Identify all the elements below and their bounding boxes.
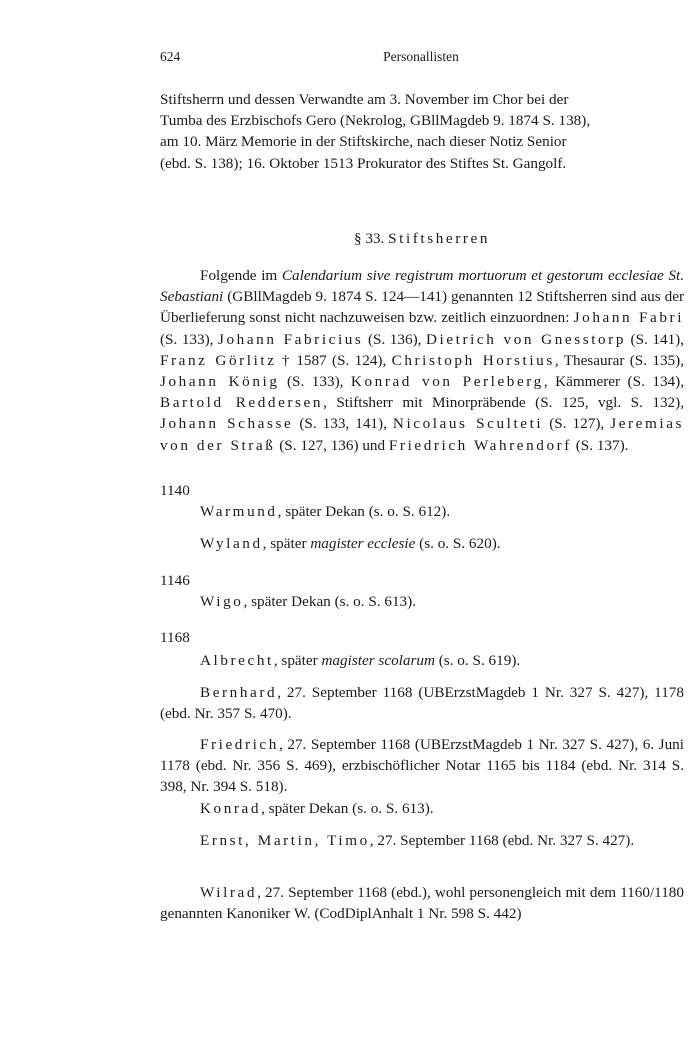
canon-entry bbox=[160, 734, 684, 798]
calendar-title: Calendarium sive registrum mortuorum et gestorum ecclesiae St. Sebastiani bbox=[160, 267, 684, 306]
intro-text: (S. 137). bbox=[571, 436, 629, 454]
entry-name: Ernst, Martin, Timo bbox=[200, 832, 370, 849]
intro-text: † 1587 (S. 124), bbox=[276, 351, 392, 369]
running-title: Personallisten bbox=[383, 49, 459, 64]
canon-name: Friedrich Wahrendorf bbox=[388, 436, 572, 454]
entry-text: , 27. September 1168 (UBErzstMagdeb 1 Nr. 327 S. 427), 1178 (ebd. Nr. 357 S. 470). bbox=[160, 684, 684, 723]
entry-name: Albrecht bbox=[200, 652, 274, 669]
entry-name: Konrad bbox=[200, 800, 262, 817]
intro-text: (S. 127), bbox=[543, 415, 611, 433]
entry-name: Wilrad bbox=[200, 884, 258, 901]
section-intro-paragraph bbox=[160, 265, 684, 456]
canon-name: Dietrich von Gnesstorp bbox=[425, 330, 627, 348]
entry-text: , 27. September 1168 (ebd. Nr. 327 S. 427). bbox=[369, 832, 635, 849]
entry-text: , später Dekan (s. o. S. 613). bbox=[261, 800, 434, 817]
running-header bbox=[160, 46, 682, 68]
section-heading bbox=[160, 228, 684, 249]
text-line: Stiftsherrn und dessen Verwandte am 3. November im Chor bei der bbox=[160, 91, 569, 108]
intro-text: , Kämmerer (S. 134), bbox=[543, 373, 684, 391]
canon-name: Johann Fabricius bbox=[218, 330, 364, 348]
canon-name: Johann Fabri bbox=[573, 309, 684, 327]
entry-text: , später bbox=[273, 652, 322, 669]
intro-text: (S. 127, 136) und bbox=[275, 436, 389, 454]
canon-entry bbox=[160, 650, 684, 671]
intro-text: (S. 133, 141), bbox=[293, 415, 393, 433]
canon-name: Jeremias von der Straß bbox=[160, 415, 685, 454]
canon-name: Bartold Reddersen bbox=[160, 394, 324, 412]
year-heading: 1168 bbox=[160, 629, 190, 646]
entry-title: magister ecclesie bbox=[310, 535, 416, 552]
text-line: Tumba des Erzbischofs Gero (Nekrolog, GBllMagdeb 9. 1874 S. 138), bbox=[160, 112, 591, 130]
intro-text: (S. 133), bbox=[160, 330, 218, 348]
canon-entry bbox=[160, 798, 684, 819]
entry-name: Warmund bbox=[200, 503, 278, 520]
intro-text: (S. 136), bbox=[363, 330, 426, 348]
intro-text: (GBllMagdeb 9. 1874 S. 124—141) genannten 12 Stiftsherren sind aus der Überlieferung sonst nicht nachzuweisen bzw. zeitlich einzuordnen: bbox=[160, 288, 684, 327]
entry-text: , 27. September 1168 (ebd.), wohl personengleich mit dem 1160/1180 genannten Kanoniker W. (CodDiplAnhalt 1 Nr. 598 S. 442) bbox=[160, 884, 684, 923]
entry-name: Bernhard bbox=[200, 684, 278, 701]
entry-text: , später Dekan (s. o. S. 612). bbox=[277, 503, 451, 520]
opening-paragraph bbox=[160, 89, 684, 174]
canon-entry bbox=[160, 533, 684, 554]
canon-entry bbox=[160, 882, 684, 924]
intro-text: Folgende im bbox=[200, 267, 282, 284]
entry-name: Friedrich bbox=[200, 736, 279, 753]
canon-name: Johann Schasse bbox=[160, 415, 294, 433]
section-number: § 33. bbox=[353, 230, 385, 247]
canon-name: Franz Görlitz bbox=[160, 351, 277, 369]
canon-name: Konrad von Perleberg bbox=[350, 373, 544, 391]
entry-title: magister scolarum bbox=[321, 652, 435, 669]
year-heading: 1146 bbox=[160, 572, 190, 589]
entry-name: Wyland bbox=[200, 535, 263, 552]
canon-entry bbox=[160, 682, 684, 724]
canon-entry bbox=[160, 501, 684, 522]
canon-entry bbox=[160, 591, 684, 612]
text-line: (ebd. S. 138); 16. Oktober 1513 Prokurator des Stiftes St. Gangolf. bbox=[160, 154, 567, 172]
canon-entry bbox=[160, 830, 684, 851]
intro-text: , Thesaurar (S. 135), bbox=[554, 351, 684, 369]
intro-text: , Stiftsherr mit Minorpräbende (S. 125, vgl. S. 132), bbox=[323, 394, 684, 412]
year-heading: 1140 bbox=[160, 482, 190, 499]
section-title: Stiftsherren bbox=[388, 230, 491, 247]
text-line: am 10. März Memorie in der Stiftskirche, nach dieser Notiz Senior bbox=[160, 133, 567, 151]
entry-text: , 27. September 1168 (UBErzstMagdeb 1 Nr. 327 S. 427), 6. Juni 1178 (ebd. Nr. 356 S. 469), erzbischöflicher Notar 1165 bis 1184 (ebd. Nr. 314 S. 398, Nr. 394 S. 518). bbox=[160, 736, 684, 796]
entry-text: (s. o. S. 619). bbox=[434, 652, 521, 669]
intro-text: (S. 133), bbox=[279, 373, 351, 391]
intro-text: (S. 141), bbox=[626, 330, 685, 348]
entry-name: Wigo bbox=[200, 593, 244, 610]
entry-text: , später Dekan (s. o. S. 613). bbox=[243, 593, 416, 610]
canon-name: Johann König bbox=[160, 373, 280, 391]
page-number: 624 bbox=[160, 49, 181, 64]
canon-name: Nicolaus Sculteti bbox=[392, 415, 544, 433]
canon-name: Christoph Horstius bbox=[391, 351, 555, 369]
entry-text: , später bbox=[262, 535, 311, 552]
entry-text: (s. o. S. 620). bbox=[415, 535, 501, 552]
